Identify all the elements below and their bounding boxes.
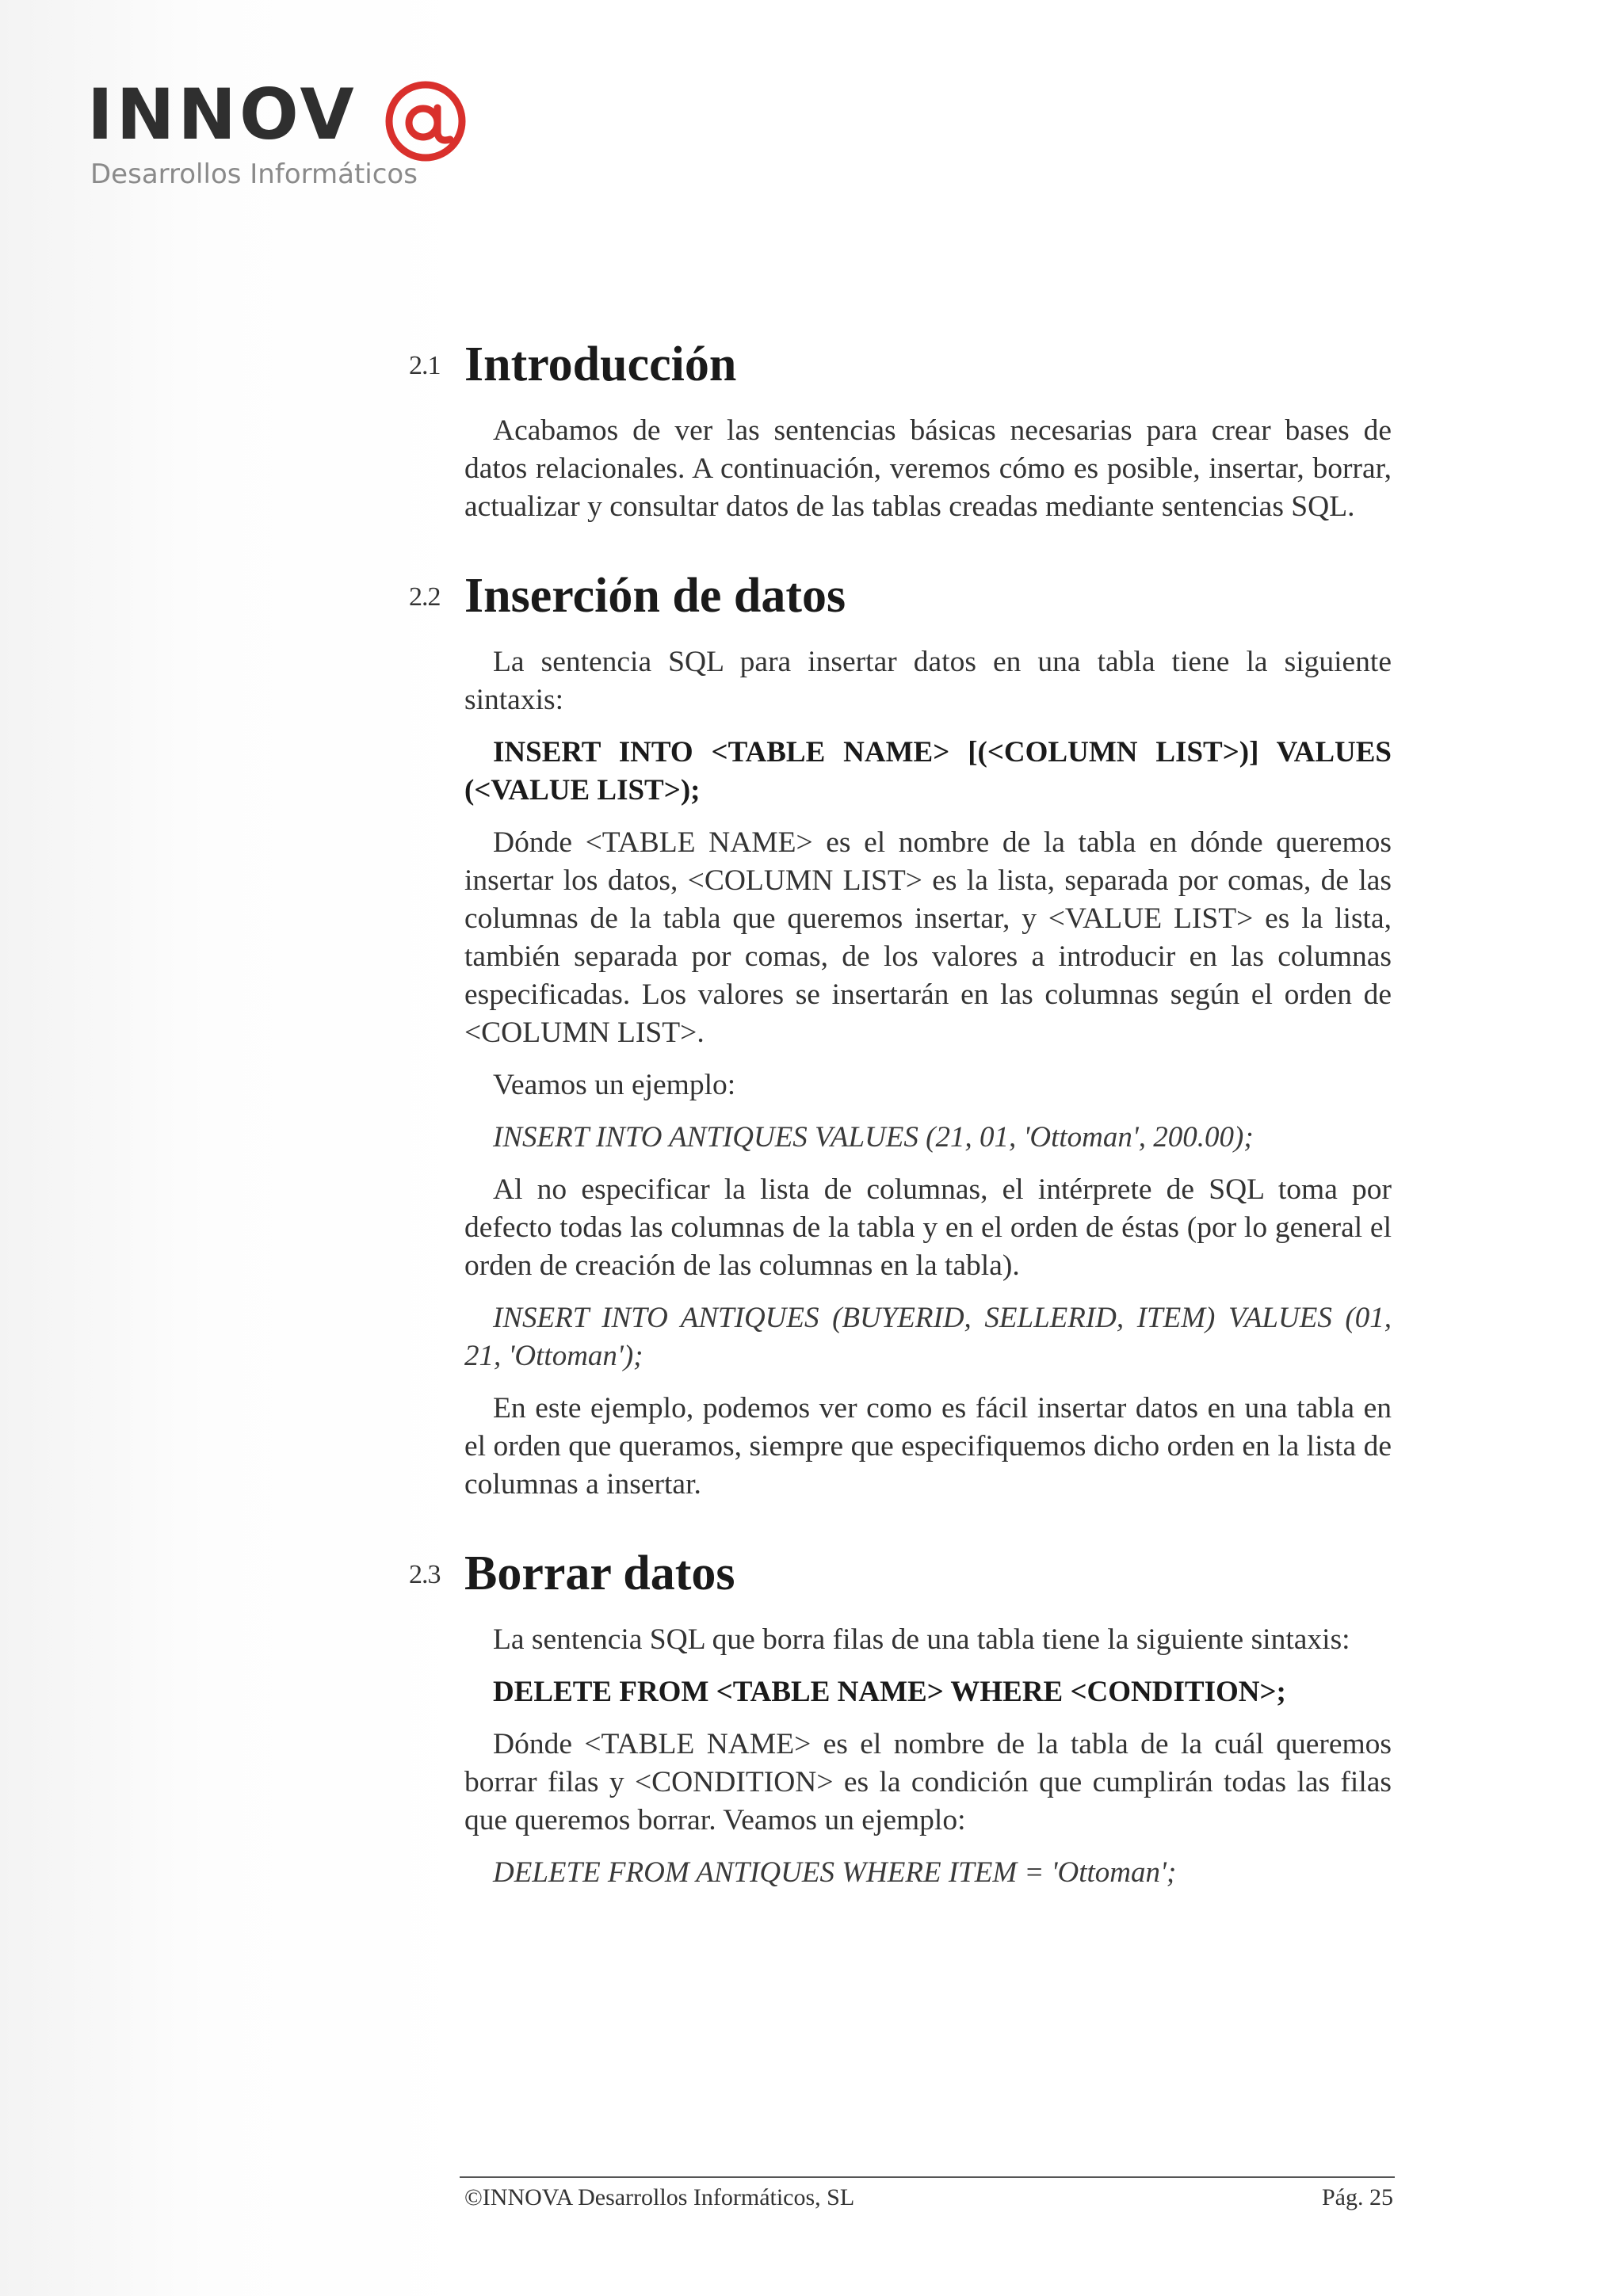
logo-wordmark: INNOV <box>87 74 357 155</box>
code-example: DELETE FROM ANTIQUES WHERE ITEM = 'Ottoman'; <box>493 1856 1177 1889</box>
section-heading <box>409 333 1392 396</box>
paragraph: Dónde <TABLE NAME> es el nombre de la tabla en dónde queremos insertar los datos, <COLUMN LIST> es la lista, separada por comas, de las columnas de la tabla que queremos insertar, y <VALUE LIST> es la lista, también separada por comas, de los valores a introducir en las columnas especificadas. Los valores se insertarán en las columnas según el orden de <COLUMN LIST>. <box>464 826 1392 1049</box>
syntax-statement: INSERT INTO <TABLE NAME> [(<COLUMN LIST>)] VALUES (<VALUE LIST>); <box>464 736 1392 807</box>
syntax-statement: DELETE FROM <TABLE NAME> WHERE <CONDITION>; <box>493 1676 1286 1708</box>
logo-subtitle: Desarrollos Informáticos <box>90 158 418 190</box>
paragraph: En este ejemplo, podemos ver como es fácil insertar datos en una tabla en el orden que queramos, siempre que especifiquemos dicho orden en la lista de columnas a insertar. <box>464 1392 1392 1501</box>
code-example: INSERT INTO ANTIQUES VALUES (21, 01, 'Ottoman', 200.00); <box>493 1121 1254 1154</box>
footer-divider <box>460 2176 1395 2178</box>
page-number: Pág. 25 <box>1322 2184 1393 2210</box>
section-number: 2.2 <box>409 582 441 612</box>
page-content <box>409 333 1392 1906</box>
section-heading <box>409 564 1392 627</box>
section-title: Introducción <box>464 338 737 391</box>
paragraph: Veamos un ejemplo: <box>493 1069 736 1101</box>
code-example: INSERT INTO ANTIQUES (BUYERID, SELLERID, ITEM) VALUES (01, 21, 'Ottoman'); <box>464 1302 1392 1372</box>
paragraph: Al no especificar la lista de columnas, el intérprete de SQL toma por defecto todas las columnas de la tabla y en el orden de éstas (por lo general el orden de creación de las columnas en la tabla). <box>464 1173 1392 1282</box>
paragraph: Acabamos de ver las sentencias básicas necesarias para crear bases de datos relacionales. A continuación, veremos cómo es posible, insertar, borrar, actualizar y consultar datos de las tablas creadas mediante sentencias SQL. <box>464 414 1392 523</box>
paragraph: La sentencia SQL que borra filas de una tabla tiene la siguiente sintaxis: <box>493 1623 1350 1656</box>
section-title: Inserción de datos <box>464 569 846 623</box>
section-number: 2.1 <box>409 351 441 380</box>
footer-copyright: ©INNOVA Desarrollos Informáticos, SL <box>464 2184 855 2210</box>
paragraph: La sentencia SQL para insertar datos en una tabla tiene la siguiente sintaxis: <box>464 646 1392 716</box>
section-number: 2.3 <box>409 1560 441 1589</box>
section-borrar <box>409 1542 1392 1892</box>
company-logo <box>87 71 483 198</box>
section-heading <box>409 1542 1392 1605</box>
section-insercion <box>409 564 1392 1504</box>
section-introduccion <box>409 333 1392 526</box>
at-sign-icon <box>382 78 469 165</box>
section-title: Borrar datos <box>464 1547 735 1600</box>
paragraph: Dónde <TABLE NAME> es el nombre de la tabla de la cuál queremos borrar filas y <CONDITION> es la condición que cumplirán todas las filas que queremos borrar. Veamos un ejemplo: <box>464 1728 1392 1836</box>
